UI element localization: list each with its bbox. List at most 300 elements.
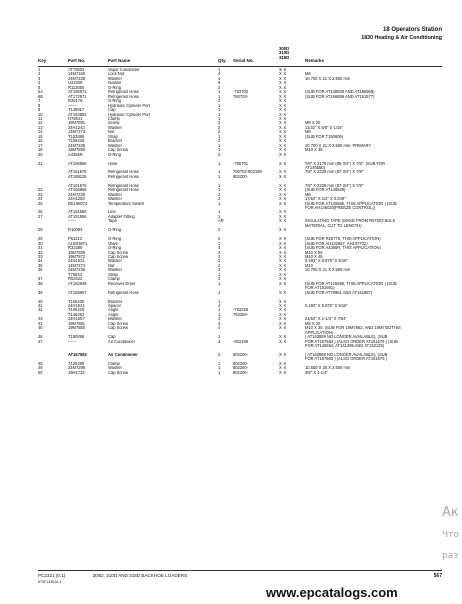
row-part-no: AT156966: [68, 161, 87, 166]
row-models: X X: [279, 312, 287, 317]
row-part-no: 19M7572: [68, 254, 86, 259]
row-part-name: Nut: [108, 130, 115, 135]
row-qty: 2: [218, 99, 221, 104]
row-qty: 1: [218, 134, 221, 139]
row-part-no: T106429: [68, 308, 85, 313]
row-part-name: Screw: [108, 121, 120, 126]
row-qty: 1: [218, 112, 221, 117]
row-part-name: Bracket: [108, 139, 122, 144]
row-part-name: Washer: [108, 268, 122, 273]
row-part-name: Valve: [108, 241, 118, 246]
row-part-name: Nut: [108, 263, 115, 268]
row-qty: 1: [218, 366, 221, 371]
row-part-name: Cap Screw: [108, 326, 129, 331]
row-remarks: 3/8" X 1-1/4": [305, 370, 328, 375]
col-header-part-no: Part No.: [68, 58, 86, 63]
row-part-no: AT161576: [68, 170, 87, 175]
row-key: 6A: [38, 90, 44, 95]
row-part-name: Cap Screw: [108, 254, 129, 259]
row-models: X X: [279, 152, 287, 157]
row-models: X X: [279, 139, 287, 144]
row-models: X X: [279, 116, 287, 121]
row-qty: 1: [218, 312, 221, 317]
row-part-no: T126299: [68, 361, 85, 366]
row-part-name: O-Ring: [108, 99, 121, 104]
col-header-key: Key: [38, 58, 47, 63]
row-key: 18: [38, 148, 43, 153]
row-qty: 1: [218, 174, 221, 179]
row-models: X X: [279, 308, 287, 313]
row-qty: 2: [218, 263, 221, 268]
row-part-no: ------: [68, 103, 77, 108]
row-part-no: ------: [68, 339, 77, 344]
row-remarks: (SUB FOR T150605): [305, 134, 344, 139]
row-remarks: 0.493" X 0.875" X 9/16": [305, 303, 348, 308]
row-remarks: M8: [305, 72, 311, 77]
row-key: 36: [38, 268, 43, 273]
row-models: X X: [279, 214, 287, 219]
row-remarks: 7/8" X 2229 mm (87-3/4") X 7/8": [305, 183, 364, 188]
row-qty: 1: [218, 170, 221, 175]
row-qty: 2: [218, 254, 221, 259]
row-qty: 4: [218, 246, 221, 251]
row-serial: -802199: [233, 339, 249, 344]
row-key: 20: [38, 152, 43, 157]
row-models: X X: [279, 290, 287, 295]
row-qty: 1: [218, 148, 221, 153]
row-part-name: Hose: [108, 161, 118, 166]
row-part-no: U42208: [68, 81, 83, 86]
row-part-no: AT188125: [68, 174, 87, 179]
row-key: 24: [38, 197, 43, 202]
row-models: X X: [279, 241, 287, 246]
row-models: X X: [279, 303, 287, 308]
col-header-part-name: Part Name: [108, 58, 131, 63]
footer-title: 300D, 310D AND 315D BACKHOE LOADERS: [92, 573, 188, 578]
row-part-no: 24H1283: [68, 197, 85, 202]
row-qty: 2: [218, 250, 221, 255]
col-header-qty: Qty.: [218, 58, 227, 63]
row-part-name: Air Conditioner: [108, 339, 136, 344]
row-part-name: Temperature Switch: [108, 201, 145, 206]
row-qty: 1: [218, 90, 221, 95]
watermark-line: Что: [442, 530, 459, 540]
row-key: 3: [38, 76, 41, 81]
row-qty: 2: [218, 152, 221, 157]
row-part-no: 19M7890: [68, 148, 86, 153]
row-remarks: (SUB FOR AT146549): [305, 188, 346, 193]
row-key: 50: [38, 370, 43, 375]
row-remarks: 10.500 X 30 X 2.500 mm: [305, 366, 351, 371]
row-qty: AR: [218, 219, 224, 224]
row-models: X X: [279, 68, 287, 72]
row-part-name: Line: [108, 210, 116, 215]
row-models: X X: [279, 366, 287, 371]
row-models: X X: [279, 317, 287, 322]
table-row: [38, 371, 442, 375]
row-key: 26: [38, 210, 43, 215]
page-number: 567: [433, 573, 442, 579]
row-models: X X: [279, 326, 287, 331]
row-qty: 2: [218, 125, 221, 130]
model-label: 315D: [279, 54, 290, 60]
row-qty: 1: [218, 210, 221, 215]
row-key: 2: [38, 72, 41, 77]
row-models: X X: [279, 143, 287, 148]
row-serial: 793703-: [233, 94, 249, 99]
row-remarks: ( AT163889 NO LONGER AVAILABLE), (SUB: [305, 352, 388, 357]
row-serial: 790702-802199: [233, 170, 262, 175]
row-part-no: 24H1521: [68, 303, 85, 308]
row-qty: 1: [218, 281, 221, 286]
row-part-name: Refrigerant Hose: [108, 90, 139, 95]
row-part-name: Clamp: [108, 277, 120, 282]
row-qty: 4: [218, 317, 221, 322]
row-models: X X: [279, 94, 287, 99]
row-qty: 2: [218, 259, 221, 264]
footer-rev: (0.1): [55, 573, 66, 578]
row-qty: 1: [218, 361, 221, 366]
row-part-name: Angle: [108, 312, 119, 317]
row-qty: 4: [218, 76, 221, 81]
row-part-name: Receiver-Dryer: [108, 281, 136, 286]
row-qty: 1: [218, 161, 221, 166]
row-serial: 802200-: [233, 370, 249, 375]
row-part-no: AT156967: [68, 290, 87, 295]
row-models: X X: [279, 219, 287, 224]
row-part-no: 24M7296: [68, 366, 86, 371]
row-remarks: MATERIAL, CUT TO LENGTH): [305, 223, 362, 228]
row-qty: 6: [218, 81, 221, 86]
row-remarks: 21/64" X 1-1/4" X 7/64": [305, 317, 347, 322]
row-remarks: M10 X 45: [305, 254, 323, 259]
row-models: X X: [279, 277, 287, 282]
row-serial: -790701: [233, 161, 249, 166]
row-remarks: 10.700 X 21 X 2.500 mm: [305, 76, 351, 81]
site-url[interactable]: www.epcatalogs.com: [266, 585, 398, 600]
row-qty: 1: [218, 272, 221, 277]
watermark-line: раз: [442, 551, 459, 561]
row-part-no: 24M7239: [68, 76, 86, 81]
row-qty: 1: [218, 116, 221, 121]
row-part-name: Angle: [108, 308, 119, 313]
row-remarks: AT146550): [305, 165, 325, 170]
row-qty: 2: [218, 121, 221, 126]
row-part-name: Refrigerant Hose: [108, 188, 139, 193]
row-models: X X: [279, 299, 287, 304]
row-models: X X: [279, 192, 287, 197]
row-part-name: Lock Nut: [108, 72, 125, 77]
row-key: 46: [38, 335, 43, 340]
row-models: X X: [279, 188, 287, 193]
row-remarks: 0.493" X 0.875" X 9/16": [305, 259, 348, 264]
row-part-name: Cap Screw: [108, 370, 129, 375]
row-part-name: Clamp: [108, 361, 120, 366]
row-qty: 1: [218, 290, 221, 295]
row-models: X X: [279, 246, 287, 251]
row-models: X X: [279, 183, 287, 188]
row-key: 1: [38, 68, 41, 72]
row-key: 45: [38, 326, 43, 331]
footer-doc-code: 973F1430JA-1: [38, 580, 62, 584]
row-serial: -793702: [233, 90, 249, 95]
row-remarks: M10 X 55: [305, 250, 323, 255]
row-key: 6B: [38, 94, 44, 99]
row-models: X X: [279, 339, 287, 344]
row-qty: 4: [218, 321, 221, 326]
footer-code: PC2321: [38, 573, 55, 578]
row-part-name: Refrigerant Hose: [108, 174, 139, 179]
row-part-no: AT164892: [68, 112, 87, 117]
row-qty: 1: [218, 143, 221, 148]
row-key: 42: [38, 308, 43, 313]
row-part-no: AT172571: [68, 94, 87, 99]
row-part-name: Strap: [108, 134, 118, 139]
row-models: X X: [279, 161, 287, 166]
row-key: 15: [38, 134, 43, 139]
row-part-name: Isolator: [108, 81, 122, 86]
row-part-no: R26176: [68, 99, 83, 104]
row-qty: 2: [218, 139, 221, 144]
row-part-no: T106430: [68, 299, 85, 304]
row-models: X X: [279, 148, 287, 153]
row-models: X X: [279, 121, 287, 126]
row-key: 48: [38, 361, 43, 366]
row-qty: 2: [218, 268, 221, 273]
row-part-name: Cap: [108, 108, 116, 113]
row-remarks: M8 X 20: [305, 321, 321, 326]
watermark-line: Ак: [442, 505, 459, 520]
row-key: 14: [38, 130, 43, 135]
row-part-no: AT151556: [68, 214, 87, 219]
row-part-no: 24H1243: [68, 125, 85, 130]
row-remarks: 11/32" X 5/8" X 1/16": [305, 125, 343, 130]
row-key: 22: [38, 188, 43, 193]
row-models: X X: [279, 254, 287, 259]
row-part-no: 19M7881: [68, 121, 86, 126]
row-part-name: Hydraulic Cylinder Port: [108, 103, 150, 108]
row-part-no: RE198074: [68, 201, 88, 206]
row-qty: 1: [218, 188, 221, 193]
row-part-name: O-Ring: [108, 152, 121, 157]
col-header-serial-no: Serial No.: [233, 58, 254, 63]
row-remarks: M10: [305, 263, 313, 268]
row-key: 21: [38, 161, 43, 166]
row-part-no: R53422: [68, 277, 83, 282]
row-key: 37: [38, 277, 43, 282]
parts-table: [38, 68, 442, 375]
row-models: X X: [279, 228, 287, 233]
row-key: 49: [38, 366, 43, 371]
row-qty: 2: [218, 197, 221, 202]
col-header-models: [279, 47, 289, 60]
row-part-name: O-Ring: [108, 246, 121, 251]
row-part-name: Refrigerant Hose: [108, 290, 139, 295]
row-part-name: Washer: [108, 143, 122, 148]
row-key: 5: [38, 85, 41, 90]
row-qty: 2: [218, 352, 221, 357]
row-models: X X: [279, 99, 287, 104]
row-models: X X: [279, 134, 287, 139]
row-qty: 4: [218, 72, 221, 77]
row-remarks: M6: [305, 192, 311, 197]
row-key: 32: [38, 250, 43, 255]
row-models: X X: [279, 76, 287, 81]
row-part-no: P61212: [68, 237, 83, 242]
row-key: 16: [38, 139, 43, 144]
row-key: 17: [38, 143, 43, 148]
row-key: 9: [38, 108, 41, 113]
row-part-name: Washer: [108, 192, 122, 197]
row-models: X X: [279, 370, 287, 375]
row-key: 25: [38, 201, 43, 206]
row-key: 33: [38, 254, 43, 259]
row-key: 40: [38, 299, 43, 304]
row-qty: 4: [218, 303, 221, 308]
row-part-name: Vapor Condenser: [108, 68, 140, 72]
row-qty: 4: [218, 326, 221, 331]
row-key: 10: [38, 112, 43, 117]
row-part-no: R33289: [68, 246, 83, 251]
row-part-name: O-Ring: [108, 237, 121, 242]
row-models: X X: [279, 335, 287, 340]
row-remarks: (SUB FOR AT145596, THIS APPLICATION ) (SUB: [305, 201, 397, 206]
row-part-name: Cap: [108, 335, 116, 340]
row-models: X X: [279, 170, 287, 175]
row-remarks: FOR AT167583 ) (ALSO ORDER AT161576 ) (SUB: [305, 339, 398, 344]
row-part-name: Washer: [108, 76, 122, 81]
row-qty: 1: [218, 68, 221, 72]
row-part-name: Cap Screw: [108, 321, 129, 326]
row-models: X X: [279, 197, 287, 202]
row-part-no: T150899: [68, 335, 85, 340]
row-part-name: Clamp: [108, 116, 120, 121]
row-key: 27: [38, 214, 43, 219]
row-part-no: AT161576: [68, 183, 87, 188]
row-part-no: T148917: [68, 108, 85, 113]
row-models: X X: [279, 281, 287, 286]
row-part-no: 14M7273: [68, 130, 86, 135]
row-key: 8: [38, 103, 41, 108]
row-part-no: R10093: [68, 228, 83, 233]
row-models: X X: [279, 250, 287, 255]
row-qty: 2: [218, 130, 221, 135]
row-models: X X: [279, 90, 287, 95]
row-part-no: 24M7239: [68, 268, 86, 273]
row-qty: 2: [218, 237, 221, 242]
row-remarks: 10.700 X 21 X 2.500 mm, PRIMARY: [305, 143, 372, 148]
row-qty: 1: [218, 94, 221, 99]
row-qty: 2: [218, 277, 221, 282]
row-key: 38: [38, 281, 43, 286]
row-part-name: Hydraulic Cylinder Port: [108, 112, 150, 117]
header-divider: [38, 66, 442, 67]
row-qty: 1: [218, 308, 221, 313]
row-key: 11: [38, 116, 43, 121]
row-remarks: 17/64" X 1/2" X 0.049": [305, 197, 346, 202]
row-part-name: Refrigerant Hose: [108, 94, 139, 99]
row-qty: 1: [218, 335, 221, 340]
row-key: 39: [38, 290, 43, 295]
row-key: 41: [38, 303, 43, 308]
row-part-name: O-Ring: [108, 85, 121, 90]
row-remarks: 7/8" X 2229 mm (87-3/4") X 7/8": [305, 170, 364, 175]
row-part-name: Tape: [108, 219, 117, 224]
row-models: X X: [279, 352, 287, 357]
row-models: X X: [279, 272, 287, 277]
row-part-name: Refrigerant Hose: [108, 170, 139, 175]
row-part-no: 14M7274: [68, 263, 86, 268]
row-remarks: M8: [305, 130, 311, 135]
row-models: X X: [279, 361, 287, 366]
row-serial: 802200-: [233, 352, 249, 357]
row-remarks: APPLICATION): [305, 330, 334, 335]
row-part-no: T152886: [68, 134, 85, 139]
row-key: 30: [38, 241, 43, 246]
row-remarks: ( AT163889 NO LONGER AVAILABLE), (SUB: [305, 335, 388, 340]
row-remarks: (SUB FOR R26776, THIS APPLICATION): [305, 237, 381, 242]
row-key: 7: [38, 99, 41, 104]
row-qty: 2: [218, 192, 221, 197]
row-part-name: Air Conditioner: [108, 352, 138, 357]
row-part-no: A4365R: [68, 152, 83, 157]
row-part-name: Washer: [108, 366, 122, 371]
row-part-name: Washer: [108, 317, 122, 322]
row-qty: 2: [218, 228, 221, 233]
row-part-no: ------: [68, 219, 77, 224]
row-part-no: 24M7229: [68, 192, 86, 197]
row-qty: 2: [218, 339, 221, 344]
section-title: 18 Operators Station: [382, 27, 442, 33]
section-subtitle: 1830 Heating & Air Conditioning: [361, 35, 442, 41]
model-label: 310D: [279, 50, 290, 56]
row-part-no: 19M7550: [68, 326, 86, 331]
row-qty: 1: [218, 241, 221, 246]
row-key: 31: [38, 246, 43, 251]
row-qty: 1: [218, 214, 221, 219]
row-qty: 1: [218, 183, 221, 188]
row-models: X X: [279, 85, 287, 90]
row-part-no: 24H1557: [68, 317, 85, 322]
row-models: X X: [279, 268, 287, 273]
row-serial: 793269-: [233, 312, 249, 317]
row-remarks: 10.700 X 21 X 2.500 mm: [305, 268, 351, 273]
row-remarks: (SUB FOR AT148539 AND AT156969): [305, 90, 375, 95]
row-key: 23: [38, 192, 43, 197]
row-remarks: INSULATING TAPE (MAKE FROM R57003 BULK: [305, 219, 396, 224]
row-key: 13: [38, 125, 43, 130]
row-part-name: Refrigerant Hose: [108, 183, 139, 188]
row-part-no: AT151555: [68, 210, 87, 215]
row-part-no: T76844: [68, 272, 82, 277]
col-header-remarks: Remarks: [305, 58, 325, 63]
row-qty: 1: [218, 201, 221, 206]
row-serial: 802200-: [233, 366, 249, 371]
row-part-name: Adapter Fitting: [108, 214, 135, 219]
row-models: X X: [279, 103, 287, 108]
row-part-name: Cap Screw: [108, 250, 129, 255]
row-key: 35: [38, 263, 43, 268]
row-key: 44: [38, 321, 43, 326]
row-part-no: AT78603: [68, 68, 85, 72]
row-key: 43: [38, 317, 43, 322]
row-models: X X: [279, 174, 287, 179]
row-part-no: H75541: [68, 116, 83, 121]
row-remarks: (SUB FOR A4365R, THIS APPLICATION): [305, 246, 381, 251]
row-qty: 1: [218, 299, 221, 304]
row-models: X X: [279, 81, 287, 86]
row-serial: 802200-: [233, 361, 249, 366]
